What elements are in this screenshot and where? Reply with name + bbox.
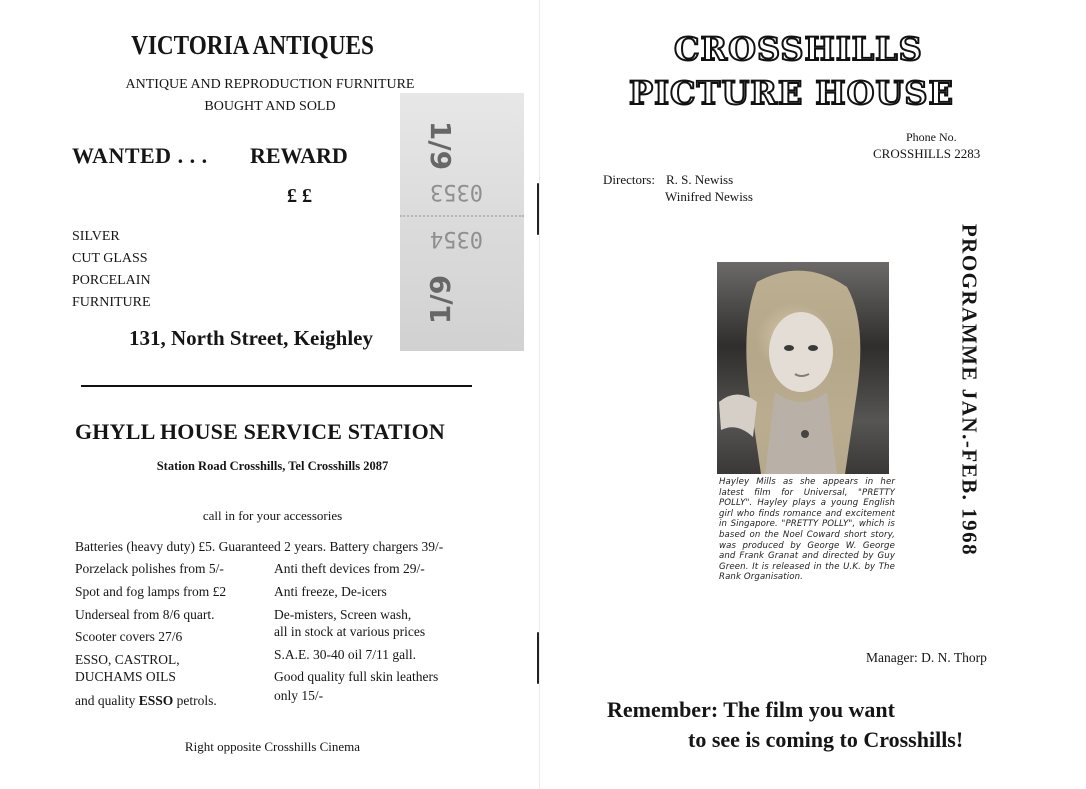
accessory-line: Anti theft devices from 29/- — [274, 561, 425, 576]
shop-name: VICTORIA ANTIQUES — [131, 30, 374, 60]
director-name: R. S. Newiss — [666, 172, 734, 187]
pounds-sign: £ £ — [287, 185, 312, 207]
accessory-line: Scooter covers 27/6 — [75, 629, 183, 644]
director-name: Winifred Newiss — [665, 189, 753, 204]
accessory-line: only 15/- — [274, 688, 324, 703]
programme-dates: PROGRAMME JAN.-FEB. 1968 — [957, 223, 982, 557]
left-page — [0, 0, 540, 789]
petrol-text: and quality — [75, 693, 139, 708]
wanted-item: CUT GLASS — [72, 251, 148, 266]
accessory-line: Anti freeze, De-icers — [274, 584, 387, 599]
reward-heading: REWARD — [250, 143, 348, 168]
divider-line — [81, 385, 472, 387]
shop-address: 131, North Street, Keighley — [129, 326, 373, 350]
cinema-title-line-1: CROSSHILLS — [674, 30, 923, 68]
phone-label: Phone No. — [906, 130, 957, 144]
wanted-item: PORCELAIN — [72, 273, 151, 288]
ticket-number: 0354 — [430, 226, 483, 251]
footer-note: Right opposite Crosshills Cinema — [184, 739, 361, 754]
shop-tagline-1: ANTIQUE AND REPRODUCTION FURNITURE — [125, 77, 415, 92]
call-in-text: call in for your accessories — [202, 508, 343, 523]
binding-mark — [537, 183, 539, 235]
petrol-text: petrols. — [173, 693, 217, 708]
garage-address: Station Road Crosshills, Tel Crosshills 2087 — [156, 459, 389, 473]
accessory-line: Porzelack polishes from 5/- — [75, 561, 224, 576]
binding-mark — [537, 632, 539, 684]
ticket-value: 1/9 — [424, 274, 458, 325]
remember-line-2: to see is coming to Crosshills! — [688, 727, 964, 752]
directors-label: Directors: — [603, 172, 655, 187]
accessory-line — [75, 693, 217, 709]
right-page — [540, 0, 1086, 789]
accessory-line: S.A.E. 30-40 oil 7/11 gall. — [274, 647, 416, 662]
manager-line: Manager: D. N. Thorp — [866, 650, 987, 665]
esso-brand: ESSO — [138, 693, 174, 708]
cinema-title-line-2: PICTURE HOUSE — [629, 74, 954, 112]
film-still-photo — [717, 262, 889, 474]
ticket-perforation — [400, 215, 524, 217]
batteries-line: Batteries (heavy duty) £5. Guaranteed 2 years. Battery chargers 39/- — [75, 539, 444, 554]
remember-line-1: Remember: The film you want — [607, 697, 895, 722]
phone-number: CROSSHILLS 2283 — [873, 146, 981, 161]
photo-caption: Hayley Mills as she appears in her latest film for Universal, "PRETTY POLLY". Hayley plays a young English girl who finds romance and excitement in Singapore. "PRETTY POLLY", which is based on the Noel Coward short story, was produced by George W. George and Frank Granat and directed by Guy Green. It is released in the U.K. by The Rank Organisation. — [719, 477, 895, 583]
shop-tagline-2: BOUGHT AND SOLD — [204, 99, 336, 114]
portrait-illustration — [717, 262, 889, 474]
wanted-heading: WANTED . . . — [72, 143, 208, 168]
accessory-line: De-misters, Screen wash, — [274, 607, 412, 622]
accessory-line: ESSO, CASTROL, — [75, 652, 180, 667]
accessory-line: Spot and fog lamps from £2 — [75, 584, 227, 599]
wanted-item: SILVER — [72, 229, 120, 244]
ticket-number: 0353 — [430, 179, 483, 204]
accessory-line: all in stock at various prices — [274, 624, 426, 639]
accessory-line: Underseal from 8/6 quart. — [75, 607, 215, 622]
accessory-line: DUCHAMS OILS — [75, 669, 176, 684]
ticket-value: 1/9 — [424, 120, 458, 171]
accessory-line: Good quality full skin leathers — [274, 669, 439, 684]
wanted-item: FURNITURE — [72, 295, 151, 310]
cinema-ticket-stub — [400, 93, 524, 351]
garage-name: GHYLL HOUSE SERVICE STATION — [75, 419, 445, 444]
